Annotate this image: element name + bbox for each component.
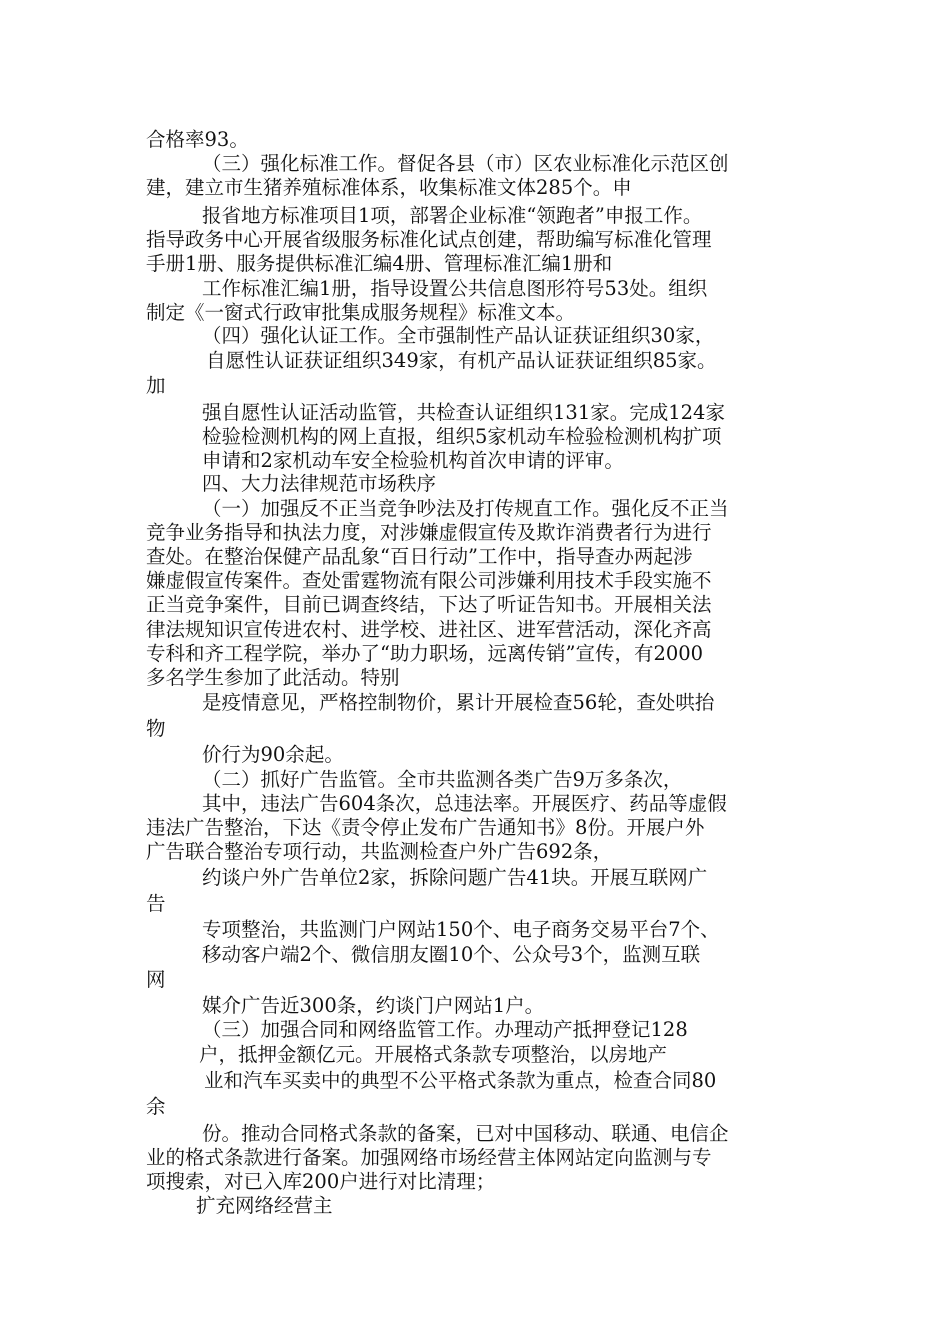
text-line: 建，建立市生猪养殖标准体系，收集标准文体285个。申 bbox=[146, 176, 632, 199]
text-line: 项搜索，对已入库200户进行对比清理； bbox=[146, 1170, 496, 1193]
text-line: （一）加强反不正当竞争吵法及打传规直工作。强化反不正当 bbox=[202, 497, 729, 520]
text-line: 多名学生参加了此活动。特别 bbox=[146, 666, 400, 689]
text-line: 检验检测机构的网上直报，组织5家机动车检验检测机构扩项 bbox=[202, 425, 722, 448]
text-line: 自愿性认证获证组织349家，有机产品认证获证组织85家。 bbox=[206, 349, 717, 372]
text-line: 份。推动合同格式条款的备案，已对中国移动、联通、电信企 bbox=[202, 1122, 729, 1145]
text-line: 合格率93。 bbox=[146, 128, 249, 151]
text-line: （三）强化标准工作。督促各县（市）区农业标准化示范区创 bbox=[202, 152, 729, 175]
text-line: 广告联合整治专项行动，共监测检查户外广告692条， bbox=[146, 840, 613, 863]
text-line: 强自愿性认证活动监管，共检查认证组织131家。完成124家 bbox=[202, 401, 725, 424]
text-line: 工作标准汇编1册，指导设置公共信息图形符号53处。组织 bbox=[202, 277, 708, 300]
section-heading: 四、大力法律规范市场秩序 bbox=[202, 472, 437, 495]
text-line: 报省地方标准项目1项，部署企业标准“领跑者”申报工作。 bbox=[202, 204, 703, 227]
text-line: 违法广告整治，下达《责令停止发布广告通知书》8份。开展户外 bbox=[146, 816, 705, 839]
text-line: 律法规知识宣传进农村、进学校、进社区、进军营活动，深化齐高 bbox=[146, 618, 712, 641]
text-line: 告 bbox=[146, 892, 166, 915]
text-line: 手册1册、服务提供标准汇编4册、管理标准汇编1册和 bbox=[146, 252, 613, 275]
text-line: 媒介广告近300条，约谈门户网站1户。 bbox=[202, 994, 545, 1017]
text-line: 竞争业务指导和执法力度，对涉嫌虚假宣传及欺诈消费者行为进行 bbox=[146, 521, 712, 544]
text-line: 专科和齐工程学院，举办了“助力职场，远离传销”宣传，有2000 bbox=[146, 642, 704, 665]
text-line: 物 bbox=[146, 717, 166, 740]
text-line: 专项整治，共监测门户网站150个、电子商务交易平台7个、 bbox=[202, 918, 720, 941]
text-line: 网 bbox=[146, 968, 166, 991]
text-line: （三）加强合同和网络监管工作。办理动产抵押登记128 bbox=[202, 1018, 688, 1041]
text-line: 户，抵押金额亿元。开展格式条款专项整治，以房地产 bbox=[199, 1043, 668, 1066]
text-line: （二）抓好广告监管。全市共监测各类广告9万多条次， bbox=[202, 768, 683, 791]
text-line: 约谈户外广告单位2家，拆除问题广告41块。开展互联网广 bbox=[202, 866, 708, 889]
text-line: 业的格式条款进行备案。加强网络市场经营主体网站定向监测与专 bbox=[146, 1146, 712, 1169]
text-line: 是疫情意见，严格控制物价，累计开展检查56轮，查处哄抬 bbox=[202, 691, 715, 714]
text-line: 制定《一窗式行政审批集成服务规程》标准文本。 bbox=[146, 301, 576, 324]
text-line: 嫌虚假宣传案件。查处雷霆物流有限公司涉嫌利用技术手段实施不 bbox=[146, 569, 712, 592]
text-line: （四）强化认证工作。全市强制性产品认证获证组织30家， bbox=[202, 324, 715, 347]
text-line: 移动客户端2个、微信朋友圈10个、公众号3个，监测互联 bbox=[202, 943, 701, 966]
text-line: 扩充网络经营主 bbox=[196, 1194, 333, 1217]
text-line: 加 bbox=[146, 374, 166, 397]
text-line: 余 bbox=[146, 1095, 166, 1118]
text-line: 查处。在整治保健产品乱象“百日行动”工作中，指导查办两起涉 bbox=[146, 545, 693, 568]
text-line: 指导政务中心开展省级服务标准化试点创建，帮助编写标准化管理 bbox=[146, 228, 712, 251]
text-line: 价行为90余起。 bbox=[202, 743, 344, 766]
text-line: 其中，违法广告604条次，总违法率。开展医疗、药品等虚假 bbox=[202, 792, 727, 815]
text-line: 正当竞争案件，目前已调查终结，下达了听证告知书。开展相关法 bbox=[146, 593, 712, 616]
text-line: 业和汽车买卖中的典型不公平格式条款为重点，检查合同80 bbox=[204, 1069, 717, 1092]
text-line: 申请和2家机动车安全检验机构首次申请的评审。 bbox=[202, 449, 624, 472]
